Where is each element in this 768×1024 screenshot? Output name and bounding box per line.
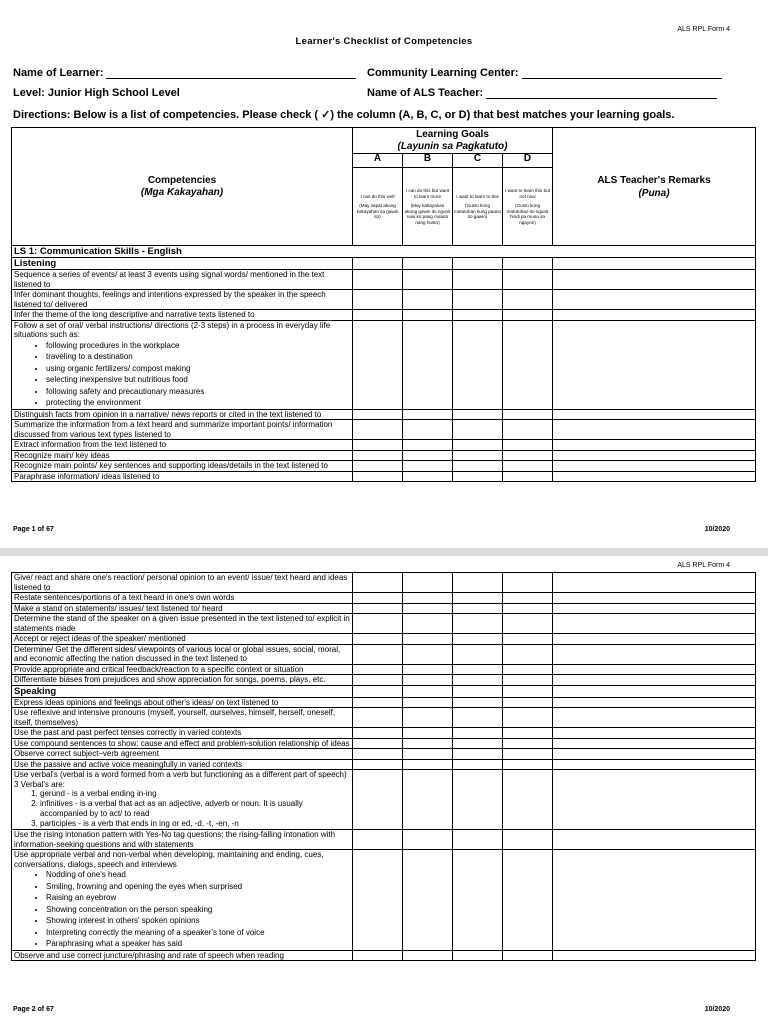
competency-row: Observe and use correct juncture/phrasing and rate of speech when reading: [12, 950, 353, 961]
list-item: • using organic fertilizers/ compost making: [46, 363, 350, 375]
competency-row: Express ideas opinions and feelings about other's ideas/ on text listened to: [12, 697, 353, 708]
remarks-cell[interactable]: [553, 950, 756, 961]
teacher-line[interactable]: [486, 88, 717, 99]
section-title: LS 1: Communication Skills - English: [12, 246, 756, 258]
check-cell-d[interactable]: [503, 310, 553, 321]
competency-row: Make a stand on statements/ issues/ text listened to/ heard: [12, 603, 353, 614]
check-cell-d[interactable]: [503, 697, 553, 708]
competency-row: Restate sentences/portions of a text heard in one's own words: [12, 593, 353, 604]
check-cell-b[interactable]: [403, 310, 453, 321]
list-item: • following safety and precautionary measures: [46, 386, 350, 398]
competency-row: Distinguish facts from opinion in a narrative/ news reports or cited in the text listened to: [12, 409, 353, 420]
list-item: • protecting the environment: [46, 397, 350, 409]
level-label: Level: Junior High School Level: [13, 87, 180, 99]
remarks-cell[interactable]: [553, 644, 756, 664]
remarks-cell[interactable]: [553, 675, 756, 686]
remarks-cell[interactable]: [553, 320, 756, 409]
column-a-description: I can do this well (May sapat akong kakayahan sa gawin ito): [353, 168, 403, 246]
check-cell-b[interactable]: [403, 603, 453, 614]
form-number: ALS RPL Form 4: [677, 562, 730, 569]
page-separator: [0, 548, 768, 556]
remarks-header: ALS Teacher's Remarks (Puna): [553, 128, 756, 246]
check-cell-c[interactable]: [453, 614, 503, 634]
remarks-cell[interactable]: [553, 450, 756, 461]
check-cell-b[interactable]: [403, 450, 453, 461]
column-d-description: I want to learn this but not now (Gusto kong matutuhan ito ngunit hindi pa muna sa ngayon): [503, 168, 553, 246]
list-item: 3. participles - is a verb that ends in ing or ed, -d, -t, -en, -n: [40, 819, 350, 829]
competency-row: Accept or reject ideas of the speaker/ mentioned: [12, 634, 353, 645]
blank-cell: [553, 685, 756, 697]
remarks-cell[interactable]: [553, 614, 756, 634]
clc-field: Community Learning Center:: [367, 67, 722, 79]
check-cell-d[interactable]: [503, 461, 553, 472]
remarks-cell[interactable]: [553, 749, 756, 760]
check-cell-c[interactable]: [453, 573, 503, 593]
check-cell-c[interactable]: [453, 675, 503, 686]
subsection-title: Speaking: [12, 685, 353, 697]
blank-cell: [503, 685, 553, 697]
check-cell-b[interactable]: [403, 830, 453, 850]
blank-cell: [403, 258, 453, 270]
remarks-cell[interactable]: [553, 728, 756, 739]
check-cell-d[interactable]: [503, 603, 553, 614]
remarks-cell[interactable]: [553, 440, 756, 451]
check-cell-c[interactable]: [453, 770, 503, 830]
competency-row: Follow a set of oral/ verbal instructions/ directions (2-3 steps) in a process in everyday life situations such as: • following procedures in the workplace • traveling to a destination • using organic fertilizers/ compost making • selecting inexpensive but nutritious food • following safety and precautionary measures • protecting the environment: [12, 320, 353, 409]
page-number: Page 1 of 67: [13, 526, 54, 533]
check-cell-c[interactable]: [453, 728, 503, 739]
check-cell-a[interactable]: [353, 461, 403, 472]
column-d: D: [503, 154, 553, 168]
check-cell-c[interactable]: [453, 290, 503, 310]
check-cell-a[interactable]: [353, 471, 403, 482]
form-number: ALS RPL Form 4: [677, 26, 730, 33]
competency-row: Observe correct subject–verb agreement: [12, 749, 353, 760]
check-cell-d[interactable]: [503, 950, 553, 961]
check-cell-c[interactable]: [453, 409, 503, 420]
remarks-cell[interactable]: [553, 409, 756, 420]
check-cell-c[interactable]: [453, 950, 503, 961]
check-cell-d[interactable]: [503, 759, 553, 770]
check-cell-b[interactable]: [403, 850, 453, 951]
check-cell-a[interactable]: [353, 593, 403, 604]
competency-row: Sequence a series of events/ at least 3 events using signal words/ mentioned in the text listened to: [12, 270, 353, 290]
check-cell-d[interactable]: [503, 440, 553, 451]
check-cell-d[interactable]: [503, 614, 553, 634]
remarks-cell[interactable]: [553, 420, 756, 440]
clc-line[interactable]: [522, 68, 722, 79]
list-item: • Smiling, frowning and opening the eyes when surprised: [46, 881, 350, 893]
competency-row: Provide appropriate and critical feedback/reaction to a specific context or situation: [12, 664, 353, 675]
check-cell-d[interactable]: [503, 644, 553, 664]
remarks-cell[interactable]: [553, 310, 756, 321]
check-cell-d[interactable]: [503, 830, 553, 850]
check-cell-c[interactable]: [453, 850, 503, 951]
revision-date: 10/2020: [704, 526, 730, 533]
competency-row: Recognize main points/ key sentences and supporting ideas/details in the text listened to: [12, 461, 353, 472]
check-cell-b[interactable]: [403, 770, 453, 830]
check-cell-b[interactable]: [403, 644, 453, 664]
check-cell-c[interactable]: [453, 320, 503, 409]
check-cell-a[interactable]: [353, 664, 403, 675]
list-item: • Showing concentration on the person speaking: [46, 904, 350, 916]
check-cell-c[interactable]: [453, 749, 503, 760]
check-cell-a[interactable]: [353, 603, 403, 614]
remarks-cell[interactable]: [553, 850, 756, 951]
check-cell-b[interactable]: [403, 614, 453, 634]
list-item: • Showing interest in others' spoken opinions: [46, 915, 350, 927]
document-title: Learner's Checklist of Competencies: [295, 36, 473, 47]
remarks-cell[interactable]: [553, 573, 756, 593]
check-cell-b[interactable]: [403, 461, 453, 472]
check-cell-d[interactable]: [503, 675, 553, 686]
competency-row: Infer the theme of the long descriptive and narrative texts listened to: [12, 310, 353, 321]
check-cell-b[interactable]: [403, 697, 453, 708]
check-cell-a[interactable]: [353, 950, 403, 961]
check-cell-c[interactable]: [453, 738, 503, 749]
list-item: 1. gerund - is a verbal ending in-ing: [40, 789, 350, 799]
list-item: • selecting inexpensive but nutritious food: [46, 374, 350, 386]
check-cell-c[interactable]: [453, 603, 503, 614]
column-a: A: [353, 154, 403, 168]
check-cell-a[interactable]: [353, 830, 403, 850]
check-cell-c[interactable]: [453, 471, 503, 482]
competency-row: Use compound sentences to show: cause and effect and problem-solution relationship of ideas: [12, 738, 353, 749]
check-cell-c[interactable]: [453, 420, 503, 440]
check-cell-d[interactable]: [503, 770, 553, 830]
competency-row: Determine the stand of the speaker on a given issue presented in the text listened to/ explicit in statements made: [12, 614, 353, 634]
check-cell-a[interactable]: [353, 450, 403, 461]
remarks-cell[interactable]: [553, 759, 756, 770]
list-item: • traveling to a destination: [46, 351, 350, 363]
check-cell-a[interactable]: [353, 850, 403, 951]
check-cell-b[interactable]: [403, 290, 453, 310]
remarks-cell[interactable]: [553, 461, 756, 472]
check-cell-d[interactable]: [503, 850, 553, 951]
blank-cell: [403, 685, 453, 697]
check-cell-b[interactable]: [403, 664, 453, 675]
check-cell-b[interactable]: [403, 675, 453, 686]
page-number: Page 2 of 67: [13, 1006, 54, 1013]
check-cell-d[interactable]: [503, 471, 553, 482]
learner-name-line[interactable]: [106, 68, 356, 79]
competency-table-page-2: [11, 572, 756, 961]
check-cell-a[interactable]: [353, 644, 403, 664]
check-cell-a[interactable]: [353, 728, 403, 739]
bullet-list: [14, 869, 350, 950]
check-cell-d[interactable]: [503, 320, 553, 409]
check-cell-b[interactable]: [403, 708, 453, 728]
check-cell-d[interactable]: [503, 749, 553, 760]
remarks-cell[interactable]: [553, 664, 756, 675]
check-cell-b[interactable]: [403, 759, 453, 770]
competencies-header: Competencies (Mga Kakayahan): [12, 128, 353, 246]
remarks-cell[interactable]: [553, 708, 756, 728]
check-cell-a[interactable]: [353, 270, 403, 290]
check-cell-b[interactable]: [403, 749, 453, 760]
check-cell-a[interactable]: [353, 634, 403, 645]
check-cell-b[interactable]: [403, 320, 453, 409]
remarks-cell[interactable]: [553, 738, 756, 749]
blank-cell: [453, 685, 503, 697]
check-cell-c[interactable]: [453, 644, 503, 664]
check-cell-b[interactable]: [403, 420, 453, 440]
blank-cell: [553, 258, 756, 270]
bullet-list: [14, 340, 350, 409]
check-cell-a[interactable]: [353, 749, 403, 760]
check-cell-c[interactable]: [453, 310, 503, 321]
check-cell-d[interactable]: [503, 634, 553, 645]
check-cell-c[interactable]: [453, 270, 503, 290]
competency-row: Summarize the information from a text heard and summarize important points/ information discussed from various text types listened to: [12, 420, 353, 440]
blank-cell: [353, 685, 403, 697]
competency-row: Infer dominant thoughts, feelings and intentions expressed by the speaker in the speech listened to/ delivered: [12, 290, 353, 310]
competency-row: Use verbal's (verbal is a word formed from a verb but functioning as a different part of speech) 3 Verbal's are: 1. gerund - is a verbal ending in-ing 2. infinitives - is a verbal that act as an adjective, adverb or noun. It is usually accompanied by to act/ to read 3. participles - is a verb that ends in ing or ed, -d, -t, -en, -n: [12, 770, 353, 830]
column-c-description: I want to learn to this (Gusto kong matutuhan kung paano ito gawin): [453, 168, 503, 246]
competency-row: Use the past and past perfect tenses correctly in varied contexts: [12, 728, 353, 739]
competency-row: Use appropriate verbal and non-verbal when developing, maintaining and ending, cues, conversations, dialogs, speech and interviews • Nodding of one's head • Smiling, frowning and opening the eyes when surprised • Raising an eyebrow • Showing concentration on the person speaking • Showing interest in others' spoken opinions • Interpreting correctly the meaning of a speaker's tone of voice • Paraphrasing what a speaker has said: [12, 850, 353, 951]
teacher-field: Name of ALS Teacher:: [367, 87, 717, 99]
check-cell-c[interactable]: [453, 450, 503, 461]
remarks-cell[interactable]: [553, 270, 756, 290]
column-b: B: [403, 154, 453, 168]
remarks-cell[interactable]: [553, 471, 756, 482]
blank-cell: [503, 258, 553, 270]
check-cell-c[interactable]: [453, 461, 503, 472]
check-cell-b[interactable]: [403, 593, 453, 604]
check-cell-b[interactable]: [403, 471, 453, 482]
check-cell-d[interactable]: [503, 738, 553, 749]
directions: Directions: Below is a list of competencies. Please check ( ✓) the column (A, B, C, or D) that best matches your learning goals.: [13, 109, 675, 121]
check-cell-d[interactable]: [503, 664, 553, 675]
list-item: • following procedures in the workplace: [46, 340, 350, 352]
list-item: • Interpreting correctly the meaning of a speaker's tone of voice: [46, 927, 350, 939]
learning-goals-header: Learning Goals (Layunin sa Pagkatuto): [353, 128, 553, 154]
remarks-cell[interactable]: [553, 697, 756, 708]
check-cell-d[interactable]: [503, 290, 553, 310]
numbered-list: [14, 789, 350, 829]
check-cell-a[interactable]: [353, 440, 403, 451]
check-cell-c[interactable]: [453, 634, 503, 645]
check-cell-a[interactable]: [353, 738, 403, 749]
remarks-cell[interactable]: [553, 770, 756, 830]
check-cell-d[interactable]: [503, 270, 553, 290]
check-cell-a[interactable]: [353, 614, 403, 634]
blank-cell: [353, 258, 403, 270]
blank-cell: [453, 258, 503, 270]
check-cell-c[interactable]: [453, 664, 503, 675]
check-cell-b[interactable]: [403, 440, 453, 451]
remarks-cell[interactable]: [553, 593, 756, 604]
competency-row: Differentiate biases from prejudices and show appreciation for songs, poems, plays, etc.: [12, 675, 353, 686]
check-cell-c[interactable]: [453, 440, 503, 451]
check-cell-d[interactable]: [503, 708, 553, 728]
column-b-description: I can do this but want to learn more (May kakayahan akong gawin ito ngunit nais ko pang matuto nang husto): [403, 168, 453, 246]
check-cell-a[interactable]: [353, 409, 403, 420]
remarks-cell[interactable]: [553, 634, 756, 645]
learner-name-field: Name of Learner:: [13, 67, 356, 79]
check-cell-b[interactable]: [403, 270, 453, 290]
check-cell-d[interactable]: [503, 450, 553, 461]
competency-row: Use reflexive and intensive pronouns (myself, yourself, ourselves, himself, herself, oneself, itself, themselves): [12, 708, 353, 728]
check-cell-a[interactable]: [353, 573, 403, 593]
check-cell-d[interactable]: [503, 573, 553, 593]
competency-row: Use the rising intonation pattern with Yes-No tag questions; the rising-falling intonation with information-seeking questions and with statements: [12, 830, 353, 850]
check-cell-a[interactable]: [353, 759, 403, 770]
page-2: [0, 556, 768, 1024]
remarks-cell[interactable]: [553, 830, 756, 850]
list-item: • Raising an eyebrow: [46, 892, 350, 904]
competency-row: Use the passive and active voice meaningfully in varied contexts: [12, 759, 353, 770]
column-c: C: [453, 154, 503, 168]
remarks-cell[interactable]: [553, 603, 756, 614]
competency-row: Extract information from the text listened to: [12, 440, 353, 451]
check-cell-b[interactable]: [403, 573, 453, 593]
subsection-title: Listening: [12, 258, 353, 270]
list-item: 2. infinitives - is a verbal that act as an adjective, adverb or noun. It is usually accompanied by to act/ to read: [40, 799, 350, 819]
revision-date: 10/2020: [704, 1006, 730, 1013]
competency-table-page-1: [11, 127, 756, 482]
check-cell-d[interactable]: [503, 420, 553, 440]
check-cell-b[interactable]: [403, 634, 453, 645]
list-item: • Nodding of one's head: [46, 869, 350, 881]
check-cell-c[interactable]: [453, 697, 503, 708]
check-cell-c[interactable]: [453, 759, 503, 770]
check-cell-a[interactable]: [353, 290, 403, 310]
check-cell-a[interactable]: [353, 320, 403, 409]
check-cell-c[interactable]: [453, 708, 503, 728]
check-cell-d[interactable]: [503, 409, 553, 420]
competency-row: Recognize main/ key ideas: [12, 450, 353, 461]
list-item: • Paraphrasing what a speaker has said: [46, 938, 350, 950]
check-cell-a[interactable]: [353, 310, 403, 321]
competency-row: Paraphrase information/ ideas listened to: [12, 471, 353, 482]
check-cell-a[interactable]: [353, 675, 403, 686]
check-cell-a[interactable]: [353, 770, 403, 830]
check-cell-b[interactable]: [403, 728, 453, 739]
check-cell-a[interactable]: [353, 697, 403, 708]
competency-row: Give/ react and share one's reaction/ personal opinion to an event/ issue/ text heard and ideas listened to: [12, 573, 353, 593]
check-cell-b[interactable]: [403, 409, 453, 420]
check-cell-b[interactable]: [403, 738, 453, 749]
check-cell-c[interactable]: [453, 830, 503, 850]
competency-row: Determine/ Get the different sides/ viewpoints of various local or global issues, social, moral, and economic affecting the nation discussed in the text listened to: [12, 644, 353, 664]
check-cell-a[interactable]: [353, 708, 403, 728]
check-cell-c[interactable]: [453, 593, 503, 604]
remarks-cell[interactable]: [553, 290, 756, 310]
check-cell-d[interactable]: [503, 593, 553, 604]
check-cell-b[interactable]: [403, 950, 453, 961]
check-cell-a[interactable]: [353, 420, 403, 440]
check-cell-d[interactable]: [503, 728, 553, 739]
